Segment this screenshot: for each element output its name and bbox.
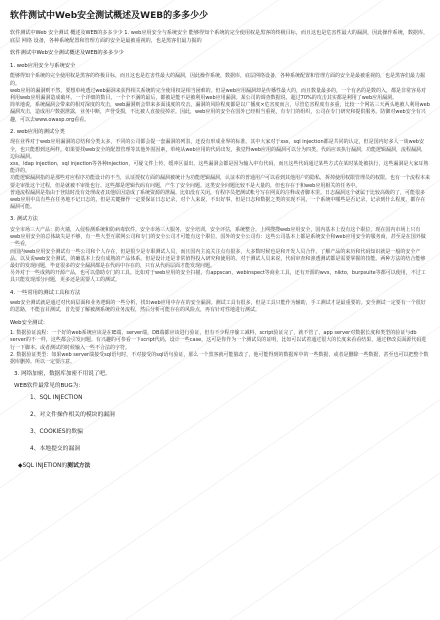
section-5-body: 1. 数据验证流程：一个好的web系统应该是在IE端，server端，DB端都应该进行验证，但有不少程序偷工减料，script验证完了，就不管了，app server对数据长度和类型的验证与db server的不一样，这些都会引发问题。有兴趣的可参看一下script代码，设计一些case，这可是你作为一个测试员的证明，比如可以试着通过很大的长度来看看结果，通过修改页面源代码进行一下脚本。或者测试的时候输入一些不合法的字符。 2. 数据验证类型：如果web server端接受sql语句时，不对接受的sql语句验证，那么一个黑客就可能篡改了，他可能得到的数据库中的一些数据，或者是删除一些数据，甚至也可以把整个数据库删掉。所以一定要注意。 (10, 330, 429, 366)
section-2-body: 现在业界对于web应用漏洞的总结和分类太多，不同的公司都会提一套漏洞的列表，还没有形成业界的标准。其中大家对于xss，sql injection都是共同的认定，但是国内好多人一谈web安全，也只能想到这两样。如果要找web安全的配置管理等其他外围因素，单纯从web应用的代码出发，我觉得web应用的漏洞可以分为四类。代码应该执行漏洞，功能逻辑漏洞，流程漏洞，边际漏洞。 xss，ldap injection，sql injection等各种injection，可疑文件上传，缓冲区溢出，这些漏洞会都是因为输入中有代码，而且这些代码通过某些方式在某时某处被执行，这些漏洞是大家耳熟能详的。 功能逻辑漏洞指的是那些对应程序功能设计的不当，认证授权方面的漏洞被统计为功能逻辑漏洞，认证本的普通用户可以看到其他用户的隐私，拆掉使用权限管理员的权限。也有一个流程本来要走审批这个过程，但是就被不审批也行。这些都是逻辑代码有问题，产生了安全问题。这类安全问题比较不是大量的，但也存在于和web应用相关的任务中。 普通流程漏洞是指由于登陆时没有处理或者其他原因造成了系统资源的泄漏。比如没有关闭，有程序员把测试帐号写在网页的注释或者脚本里。日志漏洞这个就属于比较高级的了，可能很多web应用中具有些在任务地不记日志的，但是关键操作一定要保证日志记录，对个人来说，不出好事，但是日志和数据之类的实现不同，一个系统中哪些是否记录，记录到什么程度，都存在漏洞可能。 (10, 139, 431, 211)
bug-list-item: 2、对文件操作相关的模块的漏洞 (30, 412, 115, 419)
bug-list (30, 394, 430, 453)
bug-list-item: 4、本地提交的漏洞 (30, 446, 81, 453)
encryption-note: 3. 网络加密，数据库加密不用说了吧。 (14, 371, 111, 378)
bullet-bold: 测试方法 (67, 463, 91, 470)
sql-injection-method-heading (18, 462, 430, 470)
section-1-body: 能够得知个系统的完全使用权是黑客的终极目标，而且这也是危害性最大的漏洞，因此操作系统，数据库，底层网络设备，各种系统配置和管理方面的安全是最被重视的，也是黑客们最力掘的。 web应用的漏洞则不然，要想单纯透过web漏洞来获得相关系统的完全使用权是相当困难的。但是web应用漏洞却是传播性最大的，而且数量最多的，一个有名的是数的入，都是非常容易对利用web应用漏洞造成破坏。一个详细的数目，一个个不满的最后，都被是能不是被利用web应用漏洞。某公司的调查数据说，超过70%的攻击其实都是利用了web应用漏洞。 简单地说，系统漏洞会带来的相对深度的攻击，web漏洞则会带来多面浅度的攻击。漏洞的风险程度都是以广播度×危害度而言，尽管危害程度有多重，比较一个网站三天两头地被人利用web漏洞攻击，造成用户数据泄露，业务中断，声誉受损，不比被人直接侵掉差。因此，web应用的安全在国外已经相当重视，有专门的组织，公司在专门研究和提供服务。防御对web安全有兴趣，可以去www.owasp.org看看。 (10, 73, 430, 123)
section-4-heading: 4. 一些常用的测试工具和方法 (10, 289, 81, 296)
section-title: 软件测试中Web安全测试概述及WEB的多多少少 (10, 50, 124, 57)
section-2-heading: 2. web应用的测试分类 (10, 128, 65, 135)
bug-list-item: 1、SQL INJECTION (30, 395, 83, 402)
bullet-prefix: ◆SQL INJETION的 (18, 463, 68, 470)
section-3-body: 安全市场三大产品：防火墙，入侵检测系统和防病毒软件。安全市场三大服务，安全培训，安全评估，系统整合。上网搜搜web应用安全，国内基本上没有这个职位，现在国内市场上只有web应用安全的总体缺失是不够，有一些大型互联网公司和专门的安全公司才可能有这个职位。国外的安全公司有：这些公司基本上都是系统安全和web应用安全的服务商，甚至是在国外做一些看， 而国内web应用安全测试有一些公司和个人存在，但是很少是专职测试人员，而且国内主流关注点有很多，大多数时候也是和开发人员合作，了解产品的来历和代码知识就是一般的安全产品。以及说web安全测试，的确基本上没有成熟的产品体系。但是设计还是非常值得投入研究和使用的。对于测试人员来说，代码审查和渗透测试都是需要掌握的技能。两种方法的结合能够最好的发现问题，毕竟很多的安全漏洞都是在代码中存在的，只有从代码层面才能发现问题。 另外对于一些成熟的开源产品，也可以借助专门的工具。比如对于web应用的安全扫描，有appscan，webinspect等商业工具，还有开源的wvs，nikto，burpsuite等都可以使用，不过工具只能发现部分问题，更多还是需要人工的测试。 (10, 227, 426, 284)
section-1-heading: 1. web应用安全与系统安全 (10, 62, 76, 69)
intro-paragraph: 软件测试中Web 安全测试 概述及WEB的多多少少 1. web应用安全与系统安全 能够得知个系统的完全使用权是黑客的终极目标，而且这也是危害性最大的漏洞，因此操作系统，数据库，底层 网络 设备，各种系统配置和管理方面的安全是最被重视的，也是黑客们最力掘的 (10, 30, 429, 44)
section-3-heading: 3. 测试方法 (10, 216, 38, 223)
bug-list-lead: WEB软件最常见的BUG为： (14, 383, 84, 390)
bug-list-item: 3、COOKIES的欺骗 (30, 429, 83, 436)
section-5-heading: Web安全测试： (10, 319, 49, 326)
section-4-body: web安全测试就是通过对代码层面和业务逻辑的一些分析，找出web应用中存在的安全漏洞。测试工具有很多，但是工具只能作为辅助，手工测试才是最重要的。安全测试一定要有一个很好的思路，不能盲目测试，首先要了解被测系统的业务流程，然后分析可能存在的风险点，再有针对性地进行测试。 (10, 300, 426, 314)
document-title: 软件测试中Web安全测试概述及WEB的多多少少 (10, 11, 209, 21)
